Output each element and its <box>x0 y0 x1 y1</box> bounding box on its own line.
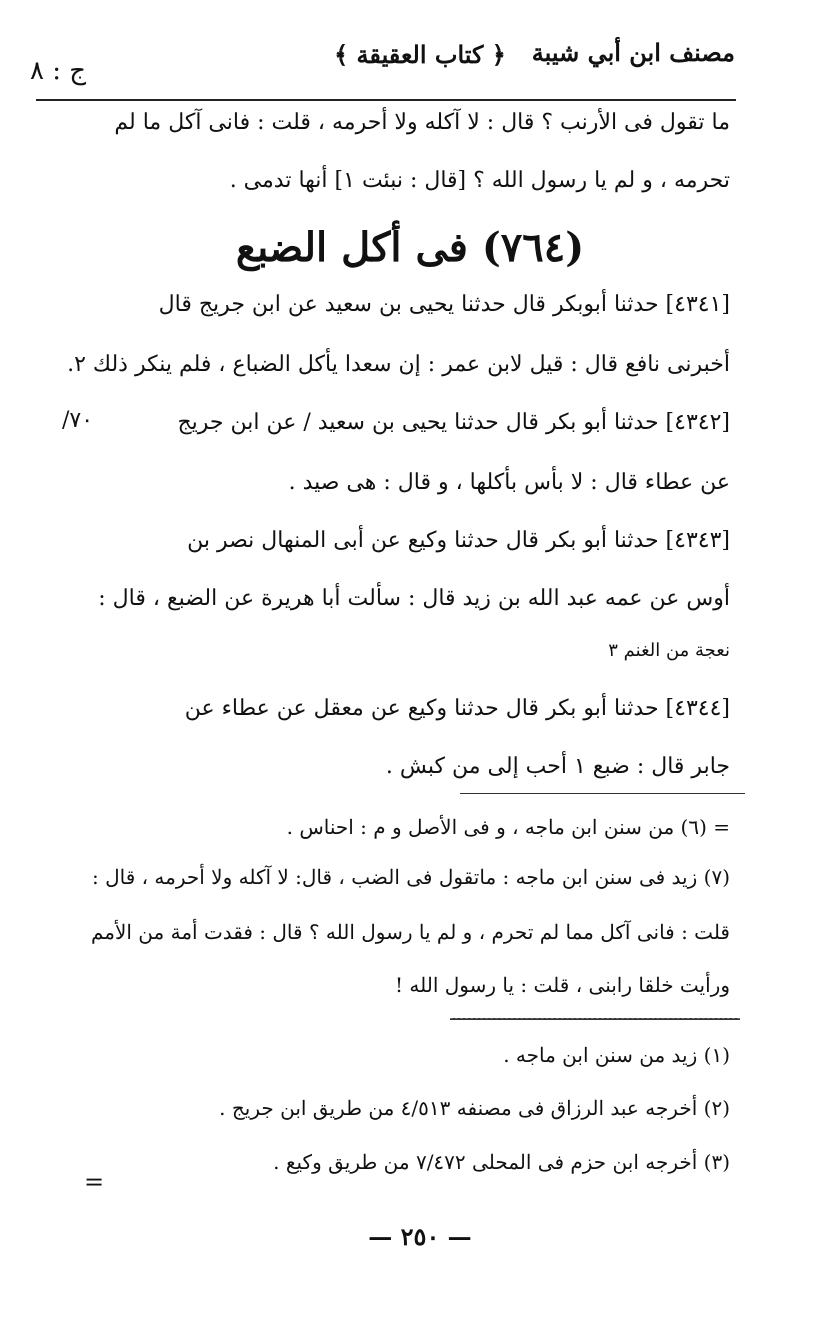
section-title: ﴿ كتاب العقيقة ﴾ <box>334 40 506 69</box>
hadith-line: جابر قال : ضبع ١ أحب إلى من كبش . <box>385 754 730 779</box>
continuation-mark: = <box>84 1168 105 1196</box>
margin-page-marker: ٧٠/ <box>62 408 94 433</box>
footnote-line: (٧) زيد فى سنن ابن ماجه : ماتقول فى الضب ، قال: لا آكله ولا أحرمه ، قال : <box>91 865 730 889</box>
hadith-line: [٤٣٤٤] حدثنا أبو بكر قال حدثنا وكيع عن معقل عن عطاء عن <box>184 696 730 721</box>
footnote-divider <box>450 1018 740 1020</box>
text-line: ما تقول فى الأرنب ؟ قال : لا آكله ولا أحرمه ، قلت : فانى آكل ما لم <box>114 110 730 135</box>
page-number: — ٢٥٠ — <box>368 1222 472 1251</box>
footnote-line: (١) زيد من سنن ابن ماجه . <box>503 1043 730 1067</box>
footnote-line: (٢) أخرجه عبد الرزاق فى مصنفه ٤/٥١٣ من طريق ابن جريج . <box>219 1096 730 1120</box>
hadith-line: عن عطاء قال : لا بأس بأكلها ، و قال : هى صيد . <box>288 470 730 495</box>
hadith-line: [٤٣٤٢] حدثنا أبو بكر قال حدثنا يحيى بن سعيد / عن ابن جريج <box>177 410 730 435</box>
chapter-heading: (٧٦٤) فى أكل الضبع <box>235 224 585 271</box>
volume-number: ج : ٨ <box>30 56 87 86</box>
hadith-line: نعجة من الغنم ٣ <box>608 640 730 661</box>
footnote-divider <box>460 793 745 794</box>
hadith-line: أخبرنى نافع قال : قيل لابن عمر : إن سعدا يأكل الضباع ، فلم ينكر ذلك ٢. <box>67 352 730 377</box>
hadith-line: [٤٣٤١] حدثنا أبوبكر قال حدثنا يحيى بن سعيد عن ابن جريج قال <box>158 292 730 317</box>
footnote-line: (٣) أخرجه ابن حزم فى المحلى ٧/٤٧٢ من طريق وكيع . <box>273 1150 730 1174</box>
footnote-line: قلت : فانى آكل مما لم تحرم ، و لم يا رسول الله ؟ قال : فقدت أمة من الأمم <box>90 920 730 944</box>
hadith-line: أوس عن عمه عبد الله بن زيد قال : سألت أبا هريرة عن الضبع ، قال : <box>98 586 730 611</box>
footnote-line: ورأيت خلقا رابنى ، قلت : يا رسول الله ! <box>395 973 730 997</box>
hadith-line: [٤٣٤٣] حدثنا أبو بكر قال حدثنا وكيع عن أبى المنهال نصر بن <box>187 528 730 553</box>
footnote-line: = (٦) من سنن ابن ماجه ، و فى الأصل و م : احناس . <box>286 815 730 839</box>
text-line: تحرمه ، و لم يا رسول الله ؟ [قال : نبئت ١] أنها تدمى . <box>229 168 730 193</box>
header-rule <box>36 99 736 101</box>
book-title: مصنف ابن أبي شيبة <box>531 38 735 67</box>
